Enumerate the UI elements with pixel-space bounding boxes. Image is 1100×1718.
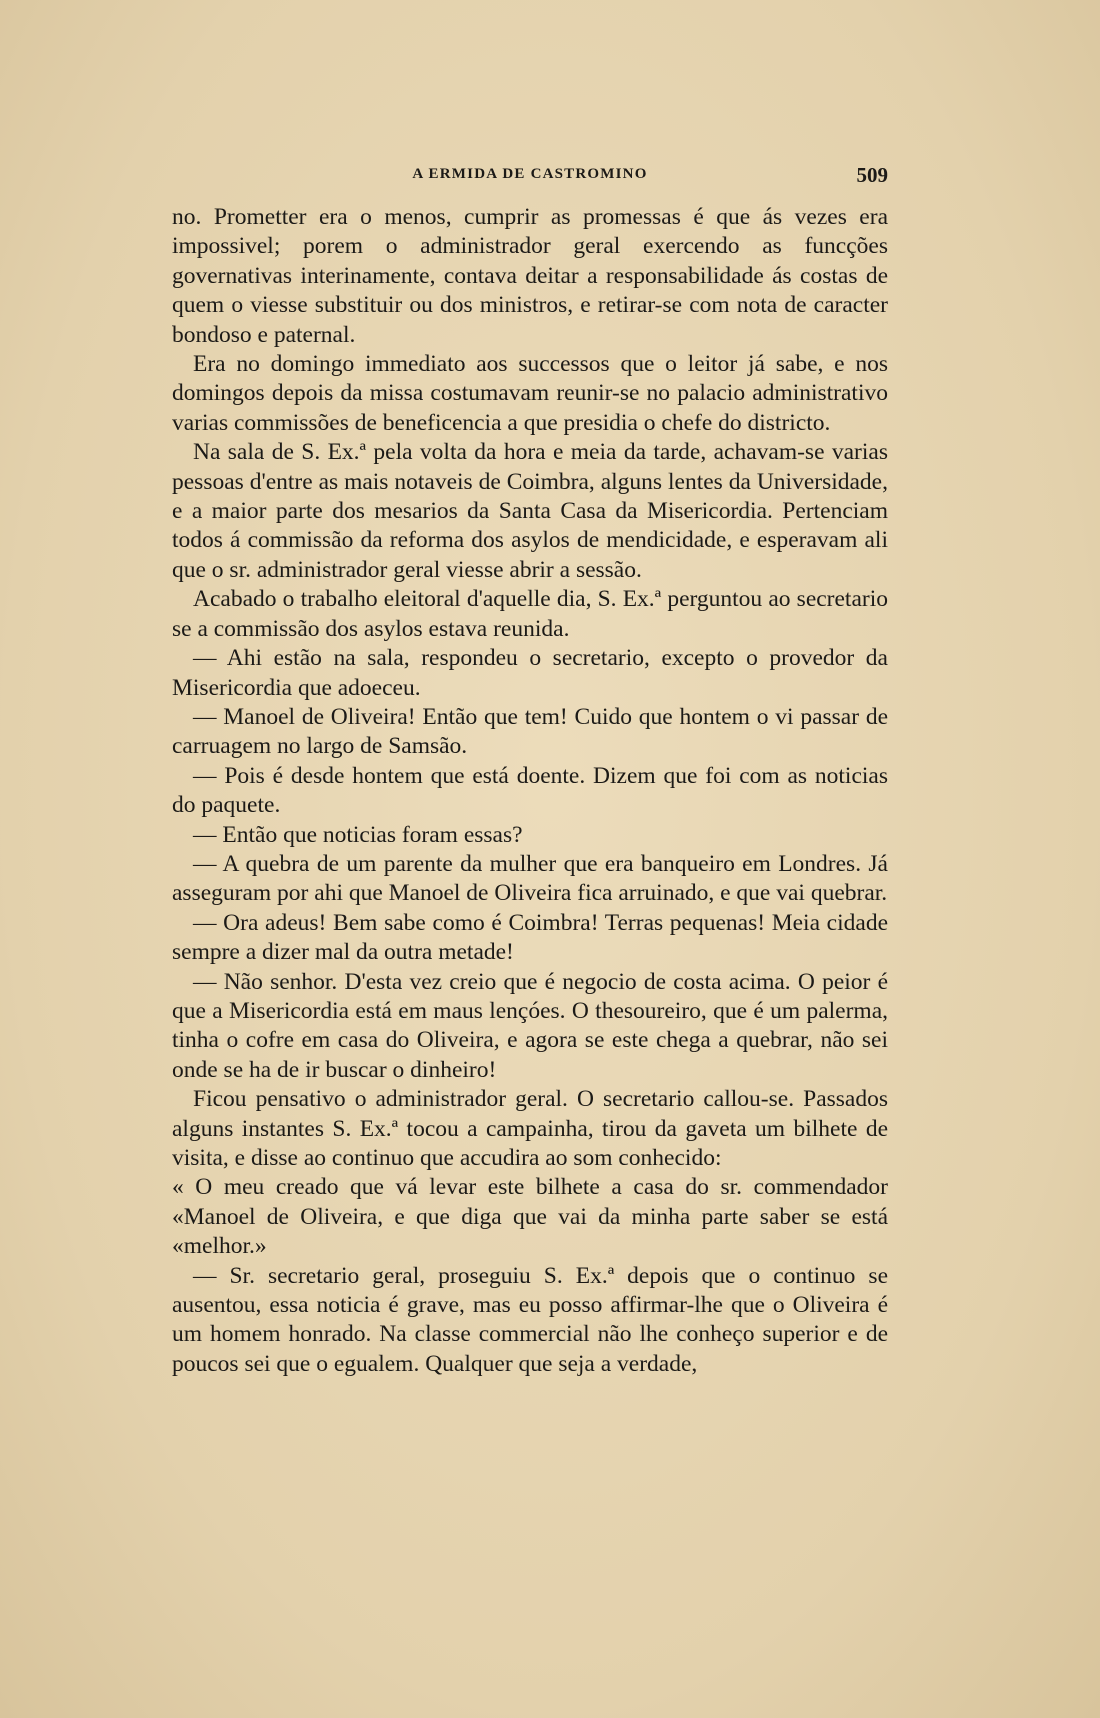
- dialogue-line: — Manoel de Oliveira! Então que tem! Cuido que hontem o vi passar de carruagem no largo de Samsão.: [172, 703, 888, 760]
- dialogue-line: — Então que noticias foram essas?: [193, 821, 523, 848]
- paragraph: Era no domingo immediato aos successos que o leitor já sabe, e nos domingos depois da missa costumavam reunir-se no palacio administrativo varias commissões de beneficencia a que presidia o chefe do districto.: [172, 351, 888, 436]
- paragraph: Acabado o trabalho eleitoral d'aquelle dia, S. Ex.ª perguntou ao secretario se a commissão dos asylos estava reunida.: [172, 586, 888, 642]
- dialogue-line: — Ahi estão na sala, respondeu o secretario, excepto o provedor da Misericordia que adoeceu.: [172, 645, 888, 701]
- dialogue-line: — Sr. secretario geral, proseguiu S. Ex.ª depois que o continuo se ausentou, essa noticia é grave, mas eu posso affirmar-lhe que o Oliveira é um homem honrado. Na classe commercial não lhe conheço superior e de poucos sei que o egualem. Qualquer que seja a verdade,: [172, 1262, 888, 1377]
- paragraph: Ficou pensativo o administrador geral. O secretario callou-se. Passados alguns instantes S. Ex.ª tocou a campainha, tirou da gaveta um bilhete de visita, e disse ao continuo que accudira ao som conhecido:: [172, 1086, 888, 1171]
- quoted-message: « O meu creado que vá levar este bilhete a casa do sr. commendador «Manoel de Oliveira, e que diga que vai da minha parte saber se está «melhor.»: [172, 1174, 888, 1260]
- page-number: 509: [856, 163, 888, 187]
- paragraph: no. Prometter era o menos, cumprir as promessas é que ás vezes era impossivel; porem o administrador geral exercendo as funcções governativas interinamente, contava deitar a responsabilidade ás costas de quem o viesse substituir ou dos ministros, e retirar-se com nota de caracter bondoso e paternal.: [172, 204, 888, 348]
- dialogue-line: — Pois é desde hontem que está doente. Dizem que foi com as noticias do paquete.: [172, 762, 888, 819]
- dialogue-line: — A quebra de um parente da mulher que era banqueiro em Londres. Já asseguram por ahi que Manoel de Oliveira fica arruinado, e que vai quebrar.: [172, 850, 888, 907]
- dialogue-line: — Não senhor. D'esta vez creio que é negocio de costa acima. O peior é que a Misericordia está em maus lençóes. O thesoureiro, que é um palerma, tinha o cofre em casa do Oliveira, e agora se este chega a quebrar, não sei onde se ha de ir buscar o dinheiro!: [172, 968, 888, 1083]
- body-text: [172, 203, 888, 1379]
- page-header: [172, 163, 888, 188]
- running-title: A ERMIDA DE CASTROMINO: [412, 166, 648, 182]
- paragraph: Na sala de S. Ex.ª pela volta da hora e meia da tarde, achavam-se varias pessoas d'entre as mais notaveis de Coimbra, alguns lentes da Universidade, e a maior parte dos mesarios da Santa Casa da Misericordia. Pertenciam todos á commissão da reforma dos asylos de mendicidade, e esperavam ali que o sr. administrador geral viesse abrir a sessão.: [172, 439, 888, 583]
- dialogue-line: — Ora adeus! Bem sabe como é Coimbra! Terras pequenas! Meia cidade sempre a dizer mal da outra metade!: [172, 909, 888, 966]
